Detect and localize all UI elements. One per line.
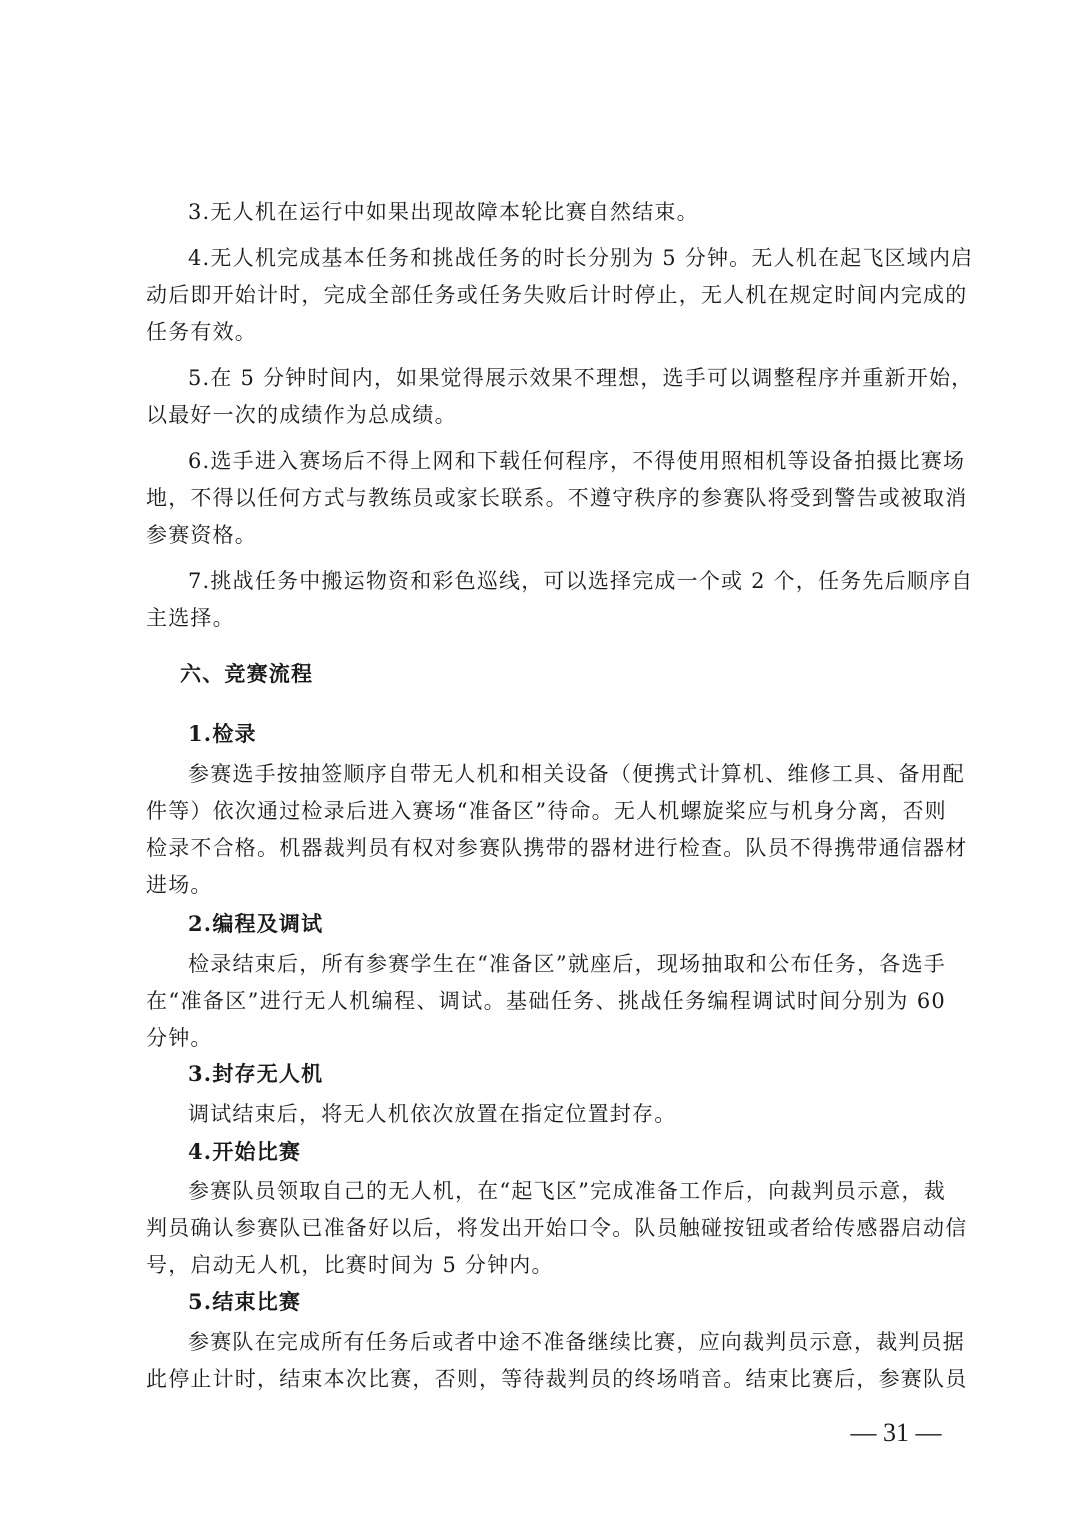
paragraph-line: 号，启动无人机，比赛时间为 5 分钟内。 [146,1253,554,1277]
paragraph-line: 此停止计时，结束本次比赛，否则，等待裁判员的终场哨音。结束比赛后，参赛队员 [146,1367,968,1391]
step-heading: 3.封存无人机 [188,1061,324,1086]
paragraph-line: 3.无人机在运行中如果出现故障本轮比赛自然结束。 [188,200,699,224]
paragraph-line: 检录结束后，所有参赛学生在“准备区”就座后，现场抽取和公布任务，各选手 [188,952,946,976]
step-heading: 2.编程及调试 [188,911,324,936]
paragraph-line: 7.挑战任务中搬运物资和彩色巡线，可以选择完成一个或 2 个，任务先后顺序自 [188,569,974,593]
paragraph-line: 件等）依次通过检录后进入赛场“准备区”待命。无人机螺旋桨应与机身分离，否则 [146,799,947,823]
paragraph-line: 检录不合格。机器裁判员有权对参赛队携带的器材进行检查。队员不得携带通信器材 [146,836,968,860]
paragraph-line: 参赛队在完成所有任务后或者中途不准备继续比赛，应向裁判员示意，裁判员据 [188,1330,965,1354]
paragraph-line: 5.在 5 分钟时间内，如果觉得展示效果不理想，选手可以调整程序并重新开始， [188,366,974,390]
paragraph-line: 4.无人机完成基本任务和挑战任务的时长分别为 5 分钟。无人机在起飞区域内启 [188,246,974,270]
paragraph-line: 6.选手进入赛场后不得上网和下载任何程序，不得使用照相机等设备拍摄比赛场 [188,449,966,473]
paragraph-line: 判员确认参赛队已准备好以后，将发出开始口令。队员触碰按钮或者给传感器启动信 [146,1216,968,1240]
paragraph-line: 在“准备区”进行无人机编程、调试。基础任务、挑战任务编程调试时间分别为 60 [146,989,946,1013]
paragraph-line: 分钟。 [146,1026,213,1050]
paragraph-line: 主选择。 [146,606,235,630]
page-number: — 31 — [850,1418,942,1447]
paragraph-line: 任务有效。 [146,320,257,344]
paragraph-line: 动后即开始计时，完成全部任务或任务失败后计时停止，无人机在规定时间内完成的 [146,283,968,307]
paragraph-line: 进场。 [146,873,213,897]
step-heading: 4.开始比赛 [188,1139,302,1164]
paragraph-line: 参赛资格。 [146,523,257,547]
paragraph-line: 参赛队员领取自己的无人机，在“起飞区”完成准备工作后，向裁判员示意，裁 [188,1179,946,1203]
step-heading: 5.结束比赛 [188,1289,302,1314]
paragraph-line: 地，不得以任何方式与教练员或家长联系。不遵守秩序的参赛队将受到警告或被取消 [146,486,968,510]
step-heading: 1.检录 [188,721,257,746]
paragraph-line: 参赛选手按抽签顺序自带无人机和相关设备（便携式计算机、维修工具、备用配 [188,762,965,786]
section-heading: 六、竞赛流程 [180,661,314,686]
paragraph-line: 以最好一次的成绩作为总成绩。 [146,403,457,427]
paragraph-line: 调试结束后，将无人机依次放置在指定位置封存。 [188,1102,677,1126]
